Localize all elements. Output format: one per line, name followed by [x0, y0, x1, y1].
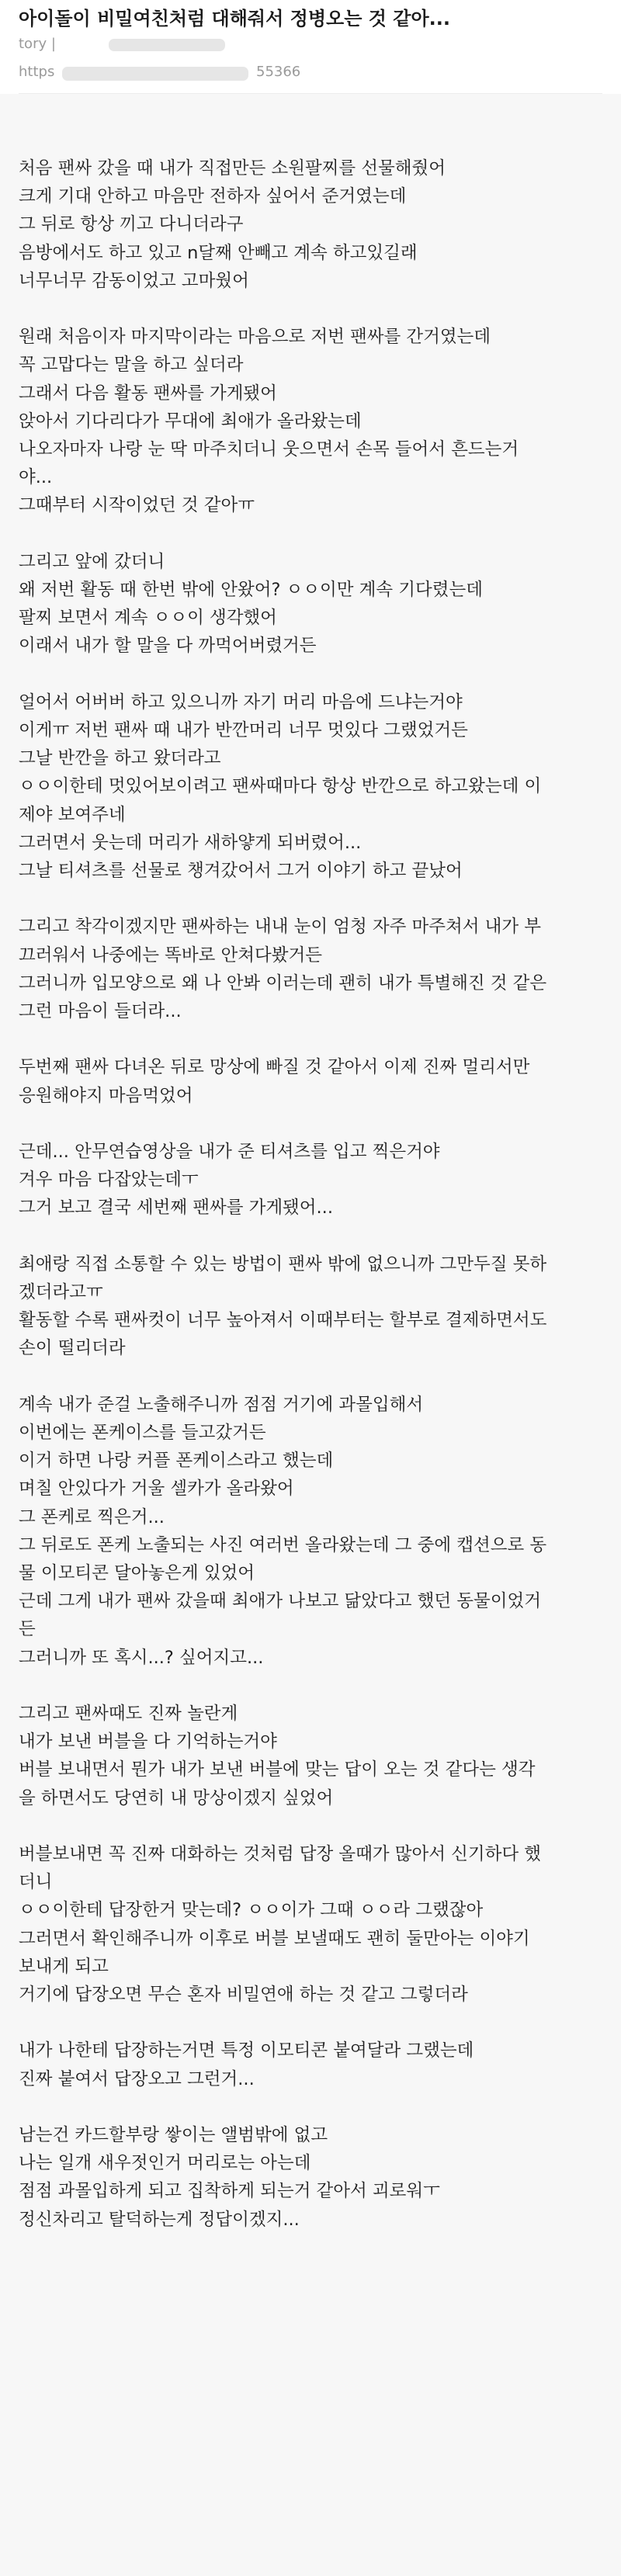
post-header — [0, 0, 621, 93]
paragraph: 계속 내가 준걸 노출해주니까 점점 거기에 과몰입해서 이번에는 폰케이스를 들고갔거든 이거 하면 나랑 커플 폰케이스라고 했는데 며칠 안있다가 거울 셀카가 올라왔어 그 폰케로 찍은거... 그 뒤로도 폰케 노출되는 사진 여러번 올라왔는데 그 중에 캡션으로 동 물 이모티콘 달아놓은게 있었어 근데 그게 내가 팬싸 갔을때 최애가 나보고 닮았다고 했던 동물이었거 든 그러니까 또 혹시...? 싶어지고... — [19, 1394, 547, 1668]
paragraph: 남는건 카드할부랑 쌓이는 앨범밖에 없고 나는 일개 새우젓인거 머리로는 아는데 점점 과몰입하게 되고 집착하게 되는거 같아서 괴로워ㅜ 정신차리고 탈덕하는게 정답이겠지... — [19, 2125, 440, 2230]
post-url-prefix: https — [19, 64, 55, 80]
paragraph: 처음 팬싸 갔을 때 내가 직접만든 소원팔찌를 선물해줬어 크게 기대 안하고 마음만 전하자 싶어서 준거였는데 그 뒤로 항상 끼고 다니더라구 음방에서도 하고 있고 n달째 안빼고 계속 하고있길래 너무너무 감동이었고 고마웠어 — [19, 158, 446, 291]
paragraph: 원래 처음이자 마지막이라는 마음으로 저번 팬싸를 간거였는데 꼭 고맙다는 말을 하고 싶더라 그래서 다음 활동 팬싸를 가게됐어 앉아서 기다리다가 무대에 최애가 올라왔는데 나오자마자 나랑 눈 딱 마주치더니 웃으면서 손목 들어서 흔드는거 야... 그때부터 시작이었던 것 같아ㅠ — [19, 327, 519, 516]
paragraph: 내가 나한테 답장하는거면 특정 이모티콘 붙여달라 그랬는데 진짜 붙여서 답장오고 그런거... — [19, 2040, 474, 2089]
post-title: 아이돌이 비밀여친처럼 대해줘서 정병오는 것 같아... — [19, 8, 450, 29]
redacted-url — [62, 67, 248, 81]
paragraph: 버블보내면 꼭 진짜 대화하는 것처럼 답장 올때가 많아서 신기하다 했 더니 ㅇㅇ이한테 답장한거 맞는데? ㅇㅇ이가 그때 ㅇㅇ라 그랬잖아 그러면서 확인해주니까 이후로 버블 보낼때도 괜히 둘만아는 이야기 보내게 되고 거기에 답장오면 무슨 혼자 비밀연애 하는 것 같고 그렇더라 — [19, 1844, 541, 2006]
paragraph: 최애랑 직접 소통할 수 있는 방법이 팬싸 밖에 없으니까 그만두질 못하 겠더라고ㅠ 활동할 수록 팬싸컷이 너무 높아져서 이때부터는 할부로 결제하면서도 손이 떨리더라 — [19, 1253, 547, 1359]
paragraph: 그리고 앞에 갔더니 왜 저번 활동 때 한번 밖에 안왔어? ㅇㅇ이만 계속 기다렸는데 팔찌 보면서 계속 ㅇㅇ이 생각했어 이래서 내가 할 말을 다 까먹어버렸거든 — [19, 551, 483, 657]
paragraph: 얼어서 어버버 하고 있으니까 자기 머리 마음에 드냐는거야 이게ㅠ 저번 팬싸 때 내가 반깐머리 너무 멋있다 그랬었거든 그날 반깐을 하고 왔더라고 ㅇㅇ이한테 멋있어보이려고 팬싸때마다 항상 반깐으로 하고왔는데 이 제야 보여주네 그러면서 웃는데 머리가 새하얗게 되버렸어... 그날 티셔츠를 선물로 챙겨갔어서 그거 이야기 하고 끝났어 — [19, 692, 542, 882]
post-author: tory | — [19, 36, 56, 52]
post-body — [19, 154, 609, 2262]
paragraph: 그리고 착각이겠지만 팬싸하는 내내 눈이 엄청 자주 마주쳐서 내가 부 끄러워서 나중에는 똑바로 안쳐다봤거든 그러니까 입모양으로 왜 나 안봐 이러는데 괜히 내가 특별해진 것 같은 그런 마음이 들더라... — [19, 917, 547, 1022]
post-url-suffix: 55366 — [256, 64, 301, 80]
redacted-author-detail — [109, 39, 225, 51]
post-content — [0, 94, 621, 2576]
paragraph: 두번째 팬싸 다녀온 뒤로 망상에 빠질 것 같아서 이제 진짜 멀리서만 응원해야지 마음먹었어 — [19, 1057, 530, 1106]
paragraph: 근데... 안무연습영상을 내가 준 티셔츠를 입고 찍은거야 겨우 마음 다잡았는데ㅜ 그거 보고 결국 세번째 팬싸를 가게됐어... — [19, 1142, 440, 1219]
paragraph: 그리고 팬싸때도 진짜 놀란게 내가 보낸 버블을 다 기억하는거야 버블 보내면서 뭔가 내가 보낸 버블에 맞는 답이 오는 것 같다는 생각 을 하면서도 당연히 내 망상이겠지 싶었어 — [19, 1704, 536, 1808]
